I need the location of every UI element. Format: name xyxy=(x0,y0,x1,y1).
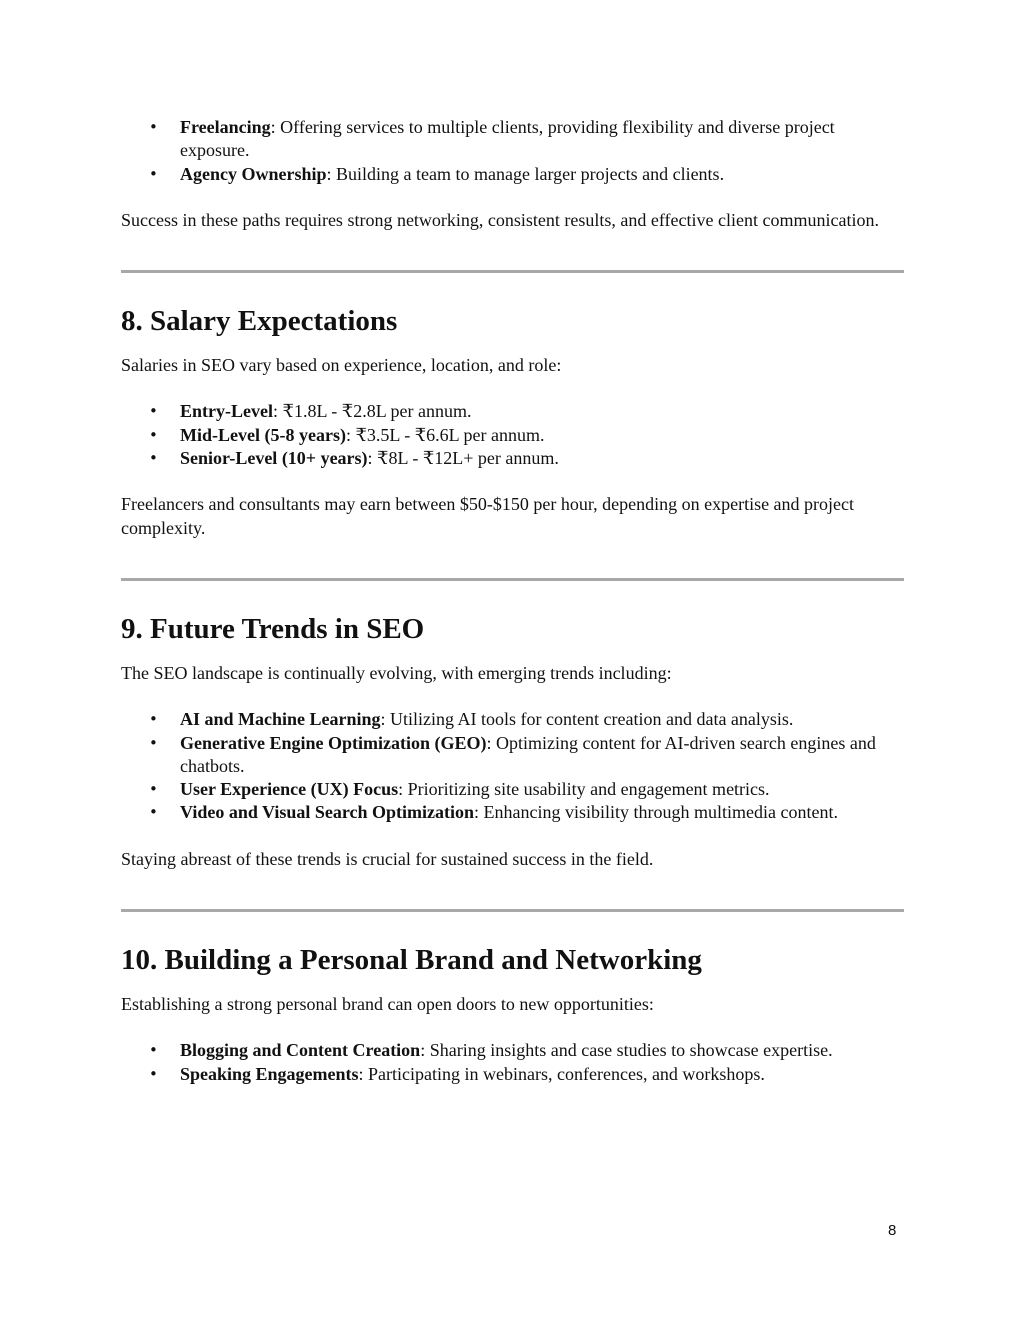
list-item-term: Freelancing xyxy=(180,117,271,137)
list-item xyxy=(121,801,904,824)
list-item-text: : Building a team to manage larger projects and clients. xyxy=(326,163,725,184)
list-item-term: AI and Machine Learning xyxy=(180,709,381,730)
list-item xyxy=(121,708,904,731)
list-item-text: : Utilizing AI tools for content creation and data analysis. xyxy=(380,709,794,730)
section-heading: 10. Building a Personal Brand and Networking xyxy=(121,944,702,977)
list-item-text: : Enhancing visibility through multimedia content. xyxy=(474,802,838,823)
list-item-term: Mid-Level (5-8 years) xyxy=(180,424,346,445)
list-item-text: : Optimizing content for AI-driven search engines and chatbots. xyxy=(180,732,876,776)
list-item xyxy=(121,778,904,801)
section-divider xyxy=(121,578,904,581)
list-item-text: : Participating in webinars, conferences, and workshops. xyxy=(358,1063,765,1084)
list-item-text: : ₹1.8L - ₹2.8L per annum. xyxy=(272,401,472,422)
salary-list xyxy=(121,400,904,470)
list-item-text: : Prioritizing site usability and engagement metrics. xyxy=(398,779,770,800)
list-item xyxy=(121,424,904,447)
document-page xyxy=(121,116,904,1086)
section-divider xyxy=(121,909,904,912)
list-item-text: : Offering services to multiple clients, providing flexibility and diverse project exposure. xyxy=(180,117,835,161)
list-item-term: Video and Visual Search Optimization xyxy=(180,802,475,823)
trends-list xyxy=(121,708,904,824)
section-closing: Freelancers and consultants may earn between $50-$150 per hour, depending on expertise and project complexity. xyxy=(121,494,855,538)
list-item-text: : Sharing insights and case studies to showcase expertise. xyxy=(420,1040,833,1061)
section-lead: Establishing a strong personal brand can open doors to new opportunities: xyxy=(121,994,654,1015)
list-item-text: : ₹3.5L - ₹6.6L per annum. xyxy=(345,424,545,445)
list-item xyxy=(121,163,904,186)
list-item-term: User Experience (UX) Focus xyxy=(180,779,399,800)
intro-paragraph: Success in these paths requires strong networking, consistent results, and effective client communication. xyxy=(121,209,879,230)
list-item-term: Senior-Level (10+ years) xyxy=(180,448,368,469)
list-item xyxy=(121,116,904,163)
list-item-term: Entry-Level xyxy=(180,401,273,422)
list-item xyxy=(121,447,904,470)
brand-list xyxy=(121,1039,904,1086)
section-divider xyxy=(121,270,904,273)
list-item-term: Agency Ownership xyxy=(180,163,327,184)
list-item xyxy=(121,1039,904,1062)
intro-list xyxy=(121,116,904,186)
list-item xyxy=(121,400,904,423)
list-item-text: : ₹8L - ₹12L+ per annum. xyxy=(367,448,559,469)
section-lead: The SEO landscape is continually evolving, with emerging trends including: xyxy=(121,662,672,683)
list-item-term: Blogging and Content Creation xyxy=(180,1040,421,1061)
list-item xyxy=(121,1063,904,1086)
section-lead: Salaries in SEO vary based on experience, location, and role: xyxy=(121,355,562,376)
list-item-term: Generative Engine Optimization (GEO) xyxy=(180,732,487,753)
list-item-term: Speaking Engagements xyxy=(180,1063,359,1084)
section-heading: 9. Future Trends in SEO xyxy=(121,612,425,645)
section-heading: 8. Salary Expectations xyxy=(121,305,398,338)
section-closing: Staying abreast of these trends is crucial for sustained success in the field. xyxy=(121,848,654,869)
list-item xyxy=(121,732,904,779)
page-number: 8 xyxy=(888,1222,897,1239)
